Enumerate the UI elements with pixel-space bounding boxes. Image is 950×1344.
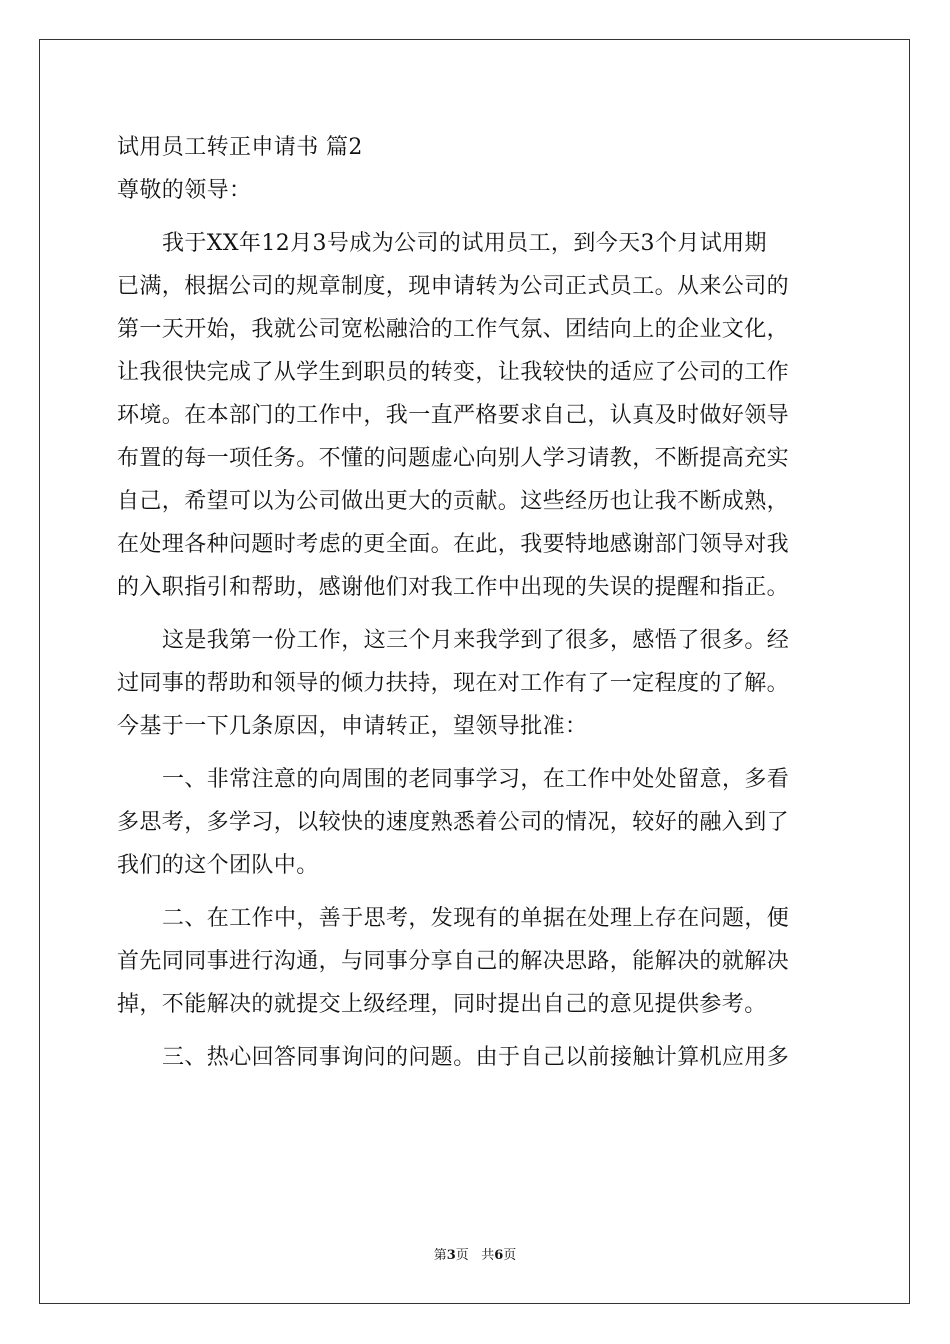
paragraph-line: 我于XX年12月3号成为公司的试用员工，到今天3个月试用期 <box>162 231 767 256</box>
paragraph-line: 让我很快完成了从学生到职员的转变，让我较快的适应了公司的工作 <box>117 360 790 385</box>
paragraph-line: 掉，不能解决的就提交上级经理，同时提出自己的意见提供参考。 <box>117 992 767 1017</box>
paragraph-line: 我们的这个团队中。 <box>117 853 319 878</box>
paragraph-3 <box>117 758 833 887</box>
paragraph-line: 第一天开始，我就公司宽松融洽的工作气氛、团结向上的企业文化， <box>117 317 790 342</box>
page-number: 3 <box>446 1248 456 1263</box>
paragraph-line: 过同事的帮助和领导的倾力扶持，现在对工作有了一定程度的了解。 <box>117 671 790 696</box>
paragraph-line: 的入职指引和帮助，感谢他们对我工作中出现的失误的提醒和指正。 <box>117 575 790 600</box>
paragraph-1 <box>117 222 833 609</box>
paragraph-line: 这是我第一份工作，这三个月来我学到了很多，感悟了很多。经 <box>162 628 790 653</box>
salutation: 尊敬的领导： <box>117 178 252 203</box>
paragraph-line: 二、在工作中，善于思考，发现有的单据在处理上存在问题，便 <box>162 906 790 931</box>
paragraph-5 <box>117 1036 833 1079</box>
paragraph-line: 自己，希望可以为公司做出更大的贡献。这些经历也让我不断成熟， <box>117 489 790 514</box>
total-suffix: 页 <box>503 1248 517 1263</box>
paragraph-line: 环境。在本部门的工作中，我一直严格要求自己，认真及时做好领导 <box>117 403 790 428</box>
total-pages: 6 <box>494 1248 504 1263</box>
total-prefix: 共 <box>481 1248 495 1263</box>
page-suffix: 页 <box>455 1248 469 1263</box>
paragraph-2 <box>117 619 833 748</box>
paragraph-line: 在处理各种问题时考虑的更全面。在此，我要特地感谢部门领导对我 <box>117 532 790 557</box>
paragraph-line: 多思考，多学习，以较快的速度熟悉着公司的情况，较好的融入到了 <box>117 810 790 835</box>
page-prefix: 第 <box>433 1248 447 1263</box>
paragraph-line: 一、非常注意的向周围的老同事学习，在工作中处处留意，多看 <box>162 767 790 792</box>
document-body <box>117 126 833 1079</box>
paragraph-line: 首先同同事进行沟通，与同事分享自己的解决思路，能解决的就解决 <box>117 949 790 974</box>
paragraph-line: 三、热心回答同事询问的问题。由于自己以前接触计算机应用多 <box>162 1045 790 1070</box>
document-title: 试用员工转正申请书 篇2 <box>117 135 363 160</box>
paragraph-4 <box>117 897 833 1026</box>
page-footer <box>0 1248 950 1264</box>
paragraph-line: 布置的每一项任务。不懂的问题虚心向别人学习请教，不断提高充实 <box>117 446 790 471</box>
paragraph-line: 今基于一下几条原因，申请转正，望领导批准： <box>117 714 588 739</box>
paragraph-line: 已满，根据公司的规章制度，现申请转为公司正式员工。从来公司的 <box>117 274 790 299</box>
